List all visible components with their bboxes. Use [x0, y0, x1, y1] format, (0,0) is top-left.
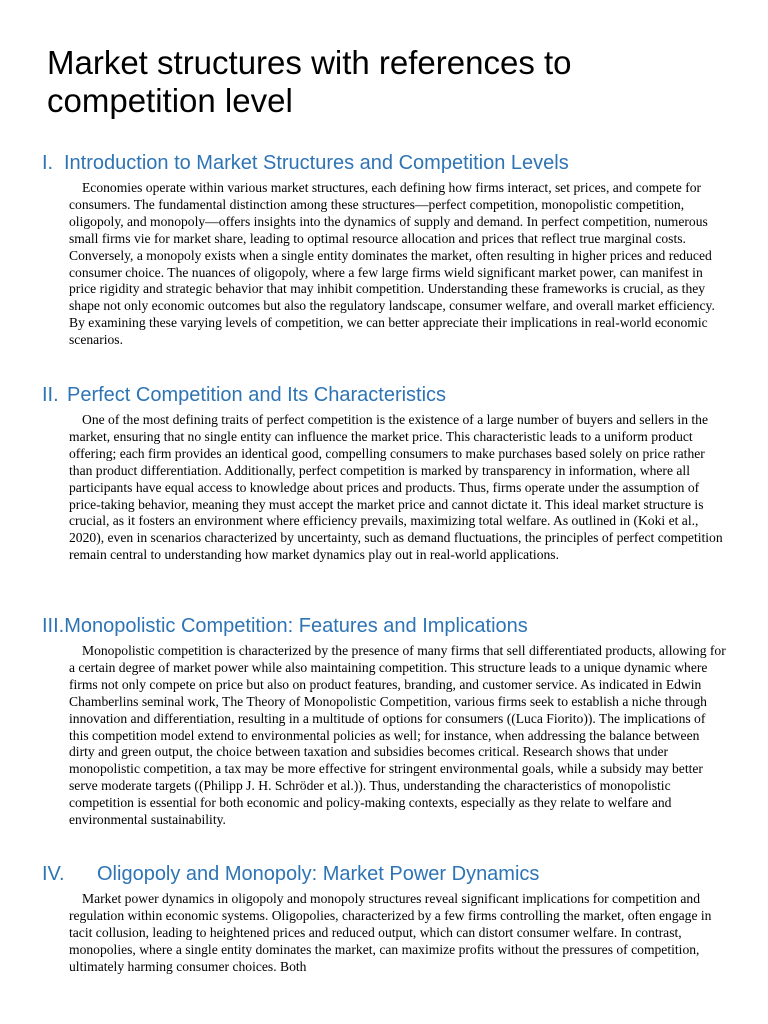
section-oligopoly-monopoly: [42, 862, 728, 1013]
section-perfect-competition: [42, 383, 728, 564]
section-number: I.: [42, 152, 54, 174]
document-title: Market structures with references to competition level: [47, 44, 572, 119]
section-paragraph: Monopolistic competition is characterized by the presence of many firms that sell differentiated products, allowing for a certain degree of market power while also maintaining competition. This structure leads to a unique dynamic where firms not only compete on price but also on product features, branding, and customer service. As indicated in Edwin Chamberlins seminal work, The Theory of Monopolistic Competition, various firms seek to establish a niche through innovation and differentiation, resulting in a multitude of options for consumers ((Luca Fiorito)). The implications of this competition model extend to environmental policies as well; for instance, when addressing the balance between dirty and green output, the choice between taxation and subsidies becomes critical. Research shows that under monopolistic competition, a tax may be more effective for stringent environmental goals, while a subsidy may better serve moderate targets ((Philipp J. H. Schröder et al.)). Thus, understanding the characteristics of monopolistic competition is essential for both economic and policy-making contexts, especially as they relate to welfare and environmental sustainability.: [69, 643, 726, 828]
section-number: II.: [42, 384, 59, 406]
section-heading: [42, 383, 728, 407]
section-introduction: [42, 151, 728, 349]
section-number: III.: [42, 615, 65, 637]
section-paragraph: Economies operate within various market structures, each defining how firms interact, set prices, and compete for consumers. The fundamental distinction among these structures—perfect competition, monopolistic competition, oligopoly, and monopoly—offers insights into the dynamics of supply and demand. In perfect competition, numerous small firms vie for market share, leading to optimal resource allocation and prices that reflect true marginal costs. Conversely, a monopoly exists when a single entity dominates the market, often resulting in higher prices and reduced consumer choice. The nuances of oligopoly, where a few large firms wield significant market power, can manifest in price rigidity and strategic behavior that may inhibit competition. Understanding these frameworks is crucial, as they shape not only economic outcomes but also the regulatory landscape, consumer welfare, and overall market efficiency. By examining these varying levels of competition, we can better appreciate their implications in real-world economic scenarios.: [69, 180, 715, 348]
section-paragraph: One of the most defining traits of perfect competition is the existence of a large number of buyers and sellers in the market, ensuring that no single entity can influence the market price. This characteristic leads to a uniform product offering; each firm provides an identical good, compelling consumers to make purchases based solely on price rather than product differentiation. Additionally, perfect competition is marked by transparency in information, where all participants have equal access to knowledge about prices and products. Thus, firms operate under the assumption of price-taking behavior, meaning they must accept the market price and cannot dictate it. This ideal market structure is crucial, as it fosters an environment where efficiency prevails, maximizing total welfare. As outlined in (Koki et al., 2020), even in scenarios characterized by uncertainty, such as demand fluctuations, the principles of perfect competition remain central to understanding how market dynamics play out in real-world applications.: [69, 412, 723, 563]
section-heading-text: Introduction to Market Structures and Competition Levels: [64, 152, 569, 174]
section-heading: [42, 151, 728, 175]
section-heading-text: Perfect Competition and Its Characteristics: [67, 384, 447, 406]
section-heading: [42, 862, 728, 886]
section-monopolistic-competition: [42, 614, 728, 829]
section-heading: [42, 614, 728, 638]
section-heading-text: Oligopoly and Monopoly: Market Power Dynamics: [97, 863, 540, 885]
section-paragraph: Market power dynamics in oligopoly and monopoly structures reveal significant implications for competition and regulation within economic systems. Oligopolies, characterized by a few firms controlling the market, often engage in tacit collusion, leading to heightened prices and reduced output, which can distort consumer welfare. In contrast, monopolies, where a single entity dominates the market, can maximize profits without the pressures of competition, ultimately harming consumer choices. Both: [69, 891, 712, 974]
section-number: IV.: [42, 863, 65, 885]
section-heading-text: Monopolistic Competition: Features and Implications: [64, 615, 528, 637]
